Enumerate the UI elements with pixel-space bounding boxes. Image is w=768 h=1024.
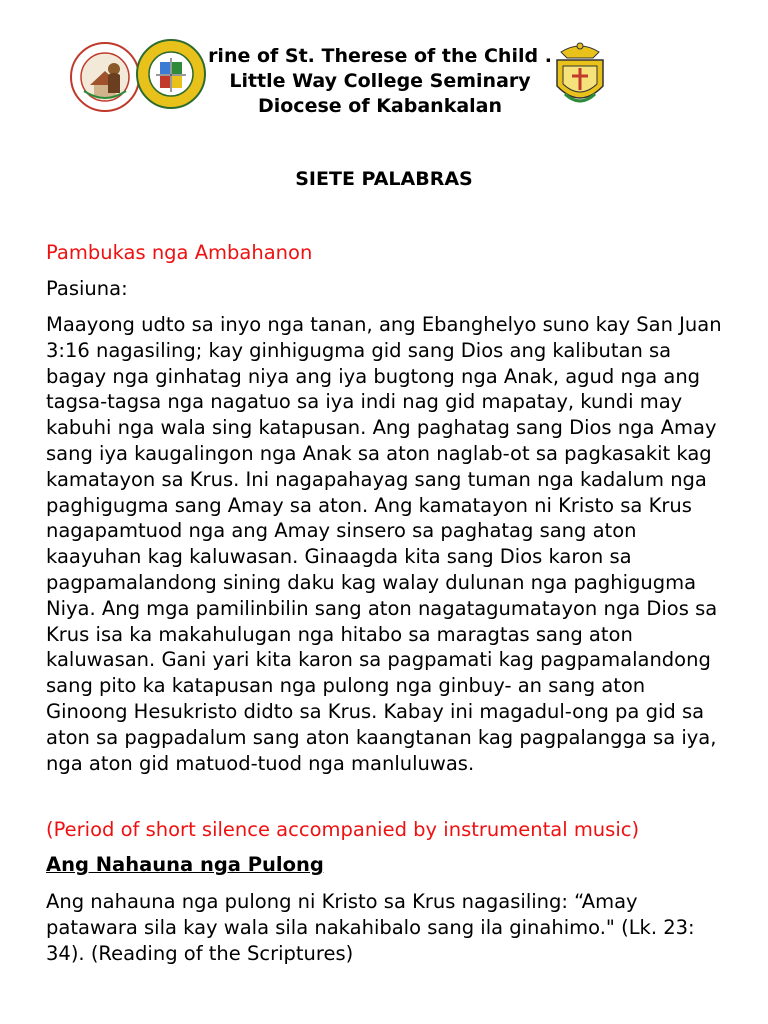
shrine-seal-logo [70,41,140,113]
document-title: SIETE PALABRAS [295,168,473,190]
silence-note: (Period of short silence accompanied by instrumental music) [46,818,640,841]
header-line-shrine: rine of St. Therese of the Child . [208,45,552,67]
first-word-paragraph: Ang nahauna nga pulong ni Kristo sa Krus nagasiling: “Amay patawara sila kay wala sila nakahibalo sang ila ginahimo." (Lk. 23: 34). (Reading of the Scriptures) [46,890,695,965]
opening-song-label: Pambukas nga Ambahanon [46,241,313,264]
diocese-coat-of-arms-logo [547,38,613,114]
header-line-diocese: Diocese of Kabankalan [257,95,503,117]
intro-label: Pasiuna: [46,277,128,300]
intro-paragraph: Maayong udto sa inyo nga tanan, ang Ebanghelyo suno kay San Juan 3:16 nagasiling; kay ginhigugma gid sang Dios ang kalibutan sa bagay nga ginhatag niya ang iya bugtong nga Anak, agud nga ang tagsa-tagsa nga nagatuo sa iya indi nag gid mapatay, kundi may kabuhi nga wala sing katapusan. Ang paghatag sang Dios nga Amay sang iya kaugalingon nga Anak sa aton naglab-ot sa pagkasakit kag kamatayon sa Krus. Ini nagapahayag sang tuman nga kadalum nga paghigugma sang Amay sa aton. Ang kamatayon ni Kristo sa Krus nagapamtuod nga ang Amay sinsero sa paghatag sang aton kaayuhan kag kaluwasan. Ginaagda kita sang Dios karon sa pagpamalandong sining daku kag walay dulunan nga paghigugma Niya. Ang mga pamilinbilin sang aton nagatagumatayon nga Dios sa Krus isa ka makahulugan nga hitabo sa maragtas sang aton kaluwasan. Gani yari kita karon sa pagpamati kag pagpamalandong sang pito ka katapusan nga pulong nga ginbuy- an sang aton Ginoong Hesukristo didto sa Krus. Kabay ini magadul-ong pa gid sa aton sa pagpadalum sang aton kaangtanan kag pagpalangga sa iya, nga aton gid matuod-tuod nga manluluwas. [46,313,722,775]
header-line-seminary: Little Way College Seminary [229,70,531,92]
first-word-heading: Ang Nahauna nga Pulong [46,853,324,876]
header-title-block [195,44,565,119]
document-header [0,40,768,130]
